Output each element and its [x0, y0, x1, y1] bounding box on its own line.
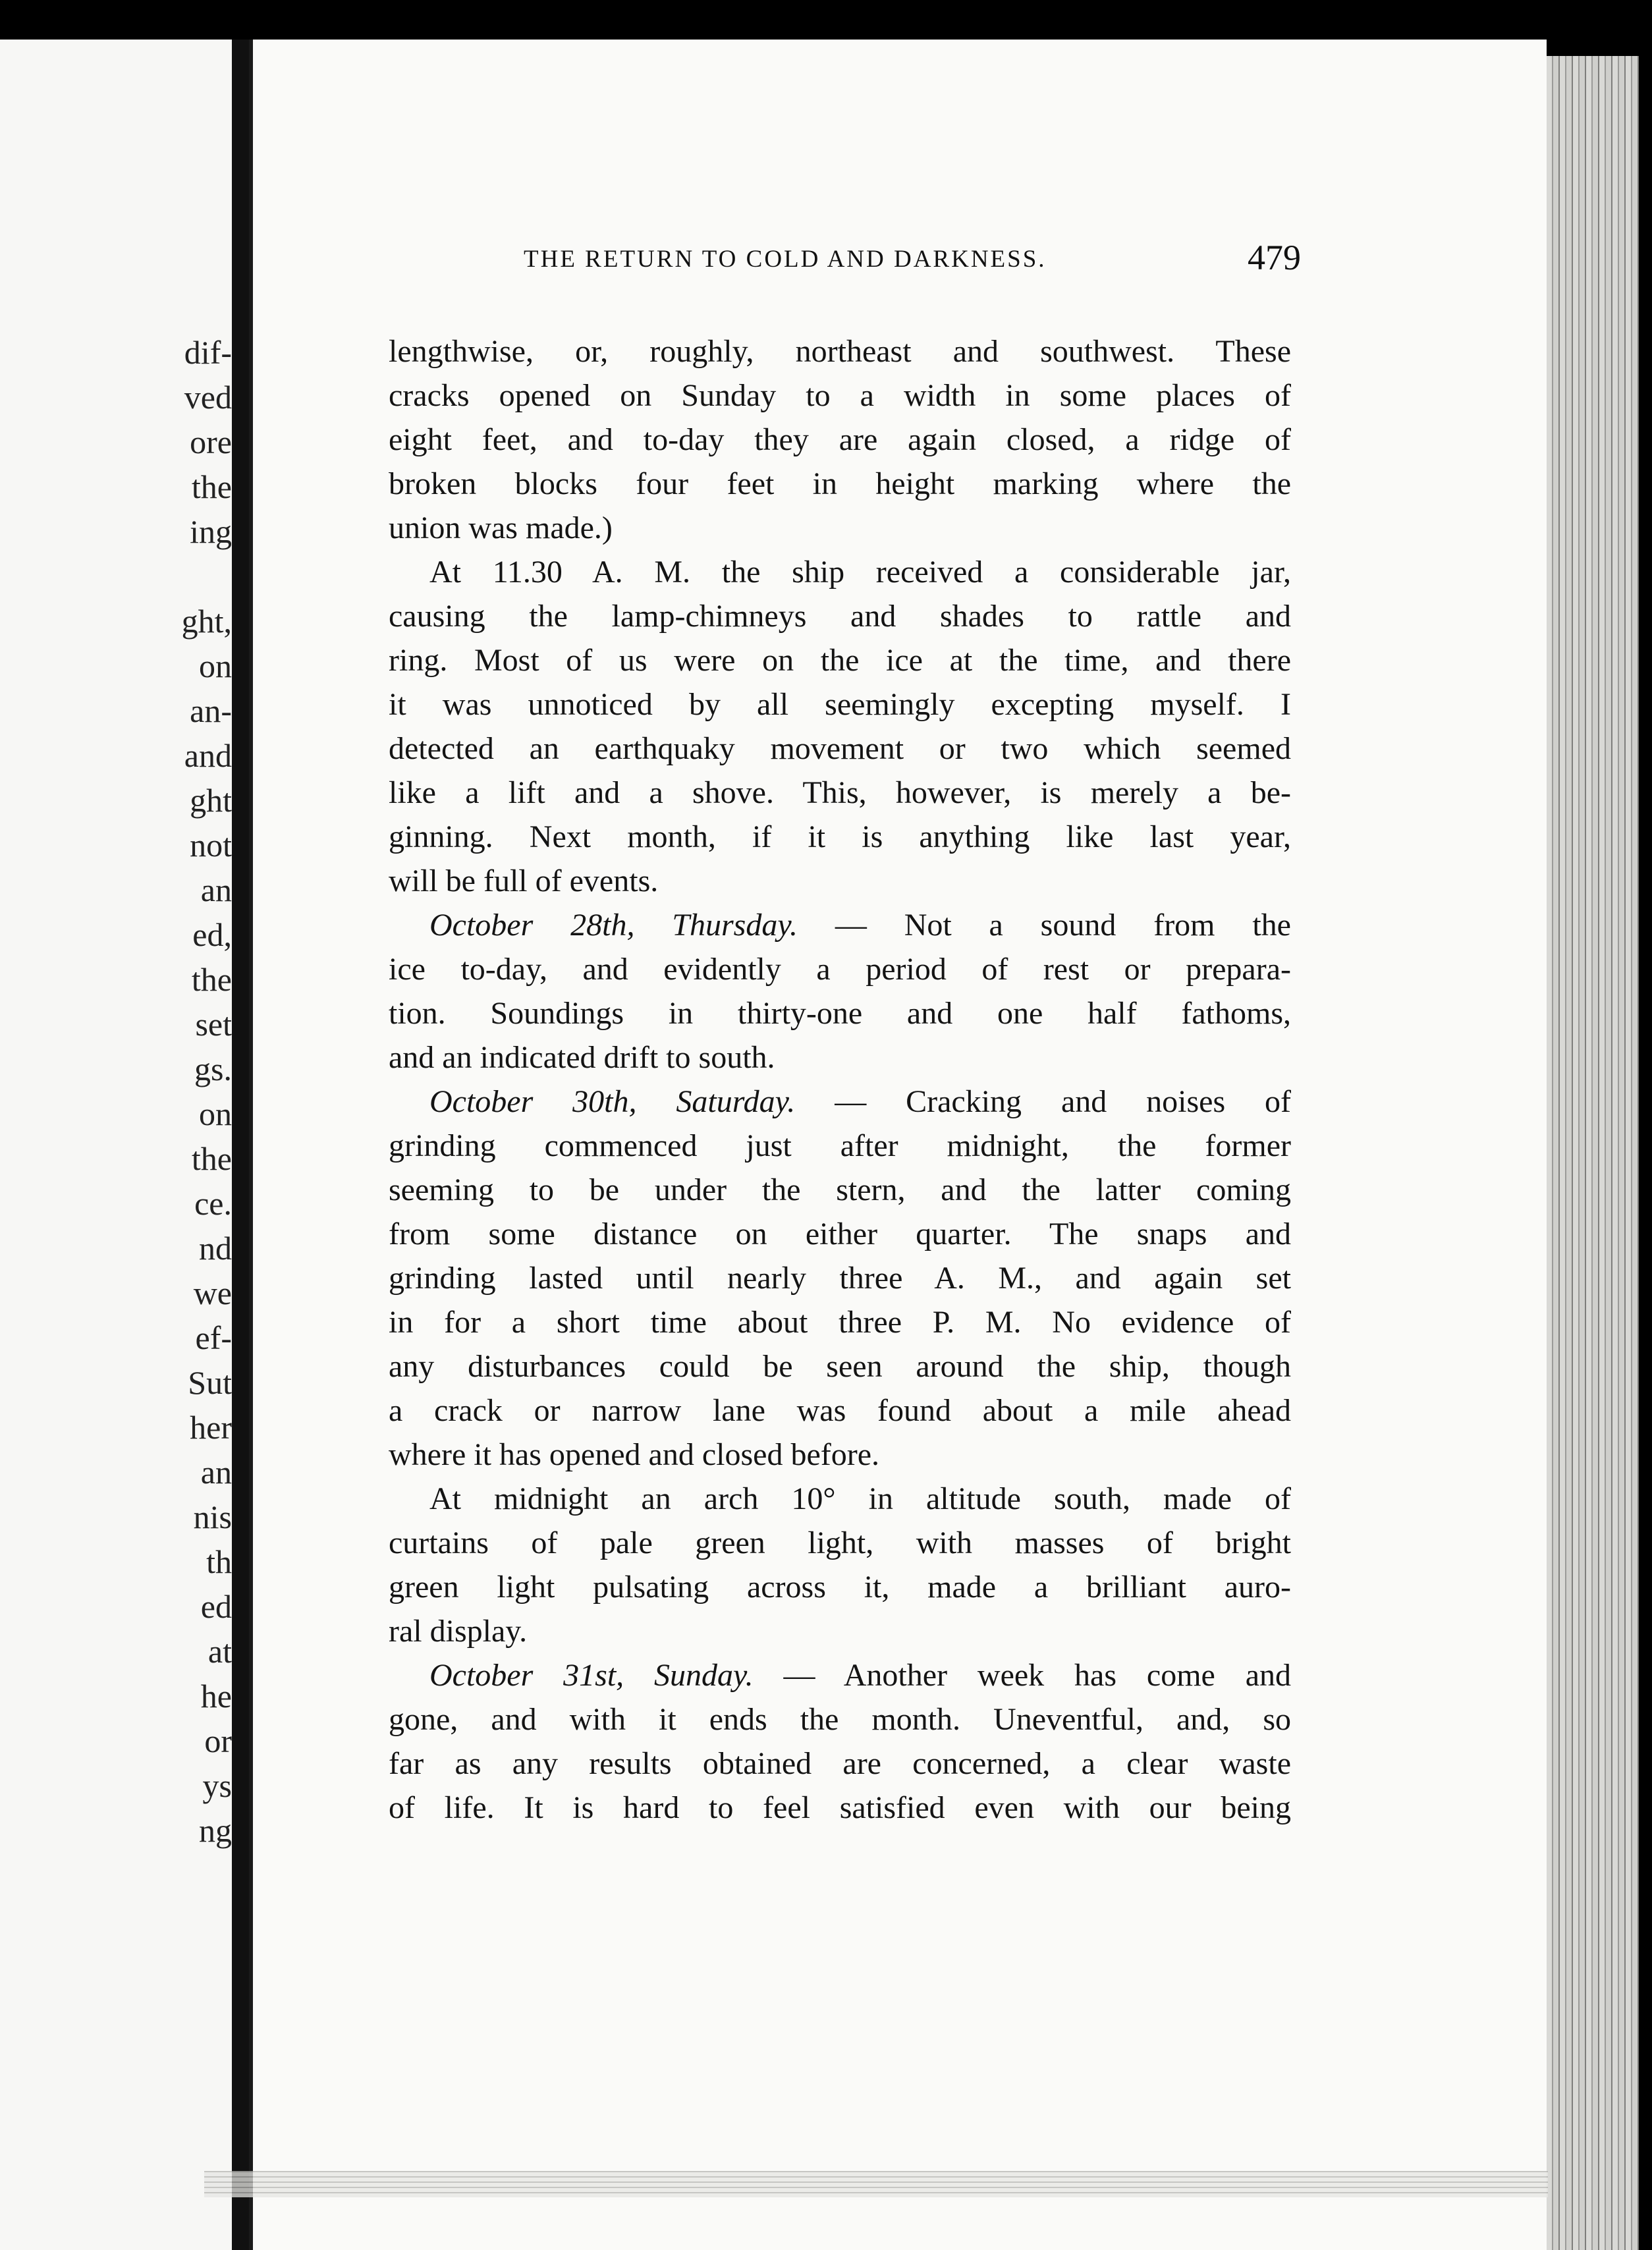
text-line: and an indicated drift to south.: [389, 1040, 775, 1075]
text-line: far as any results obtained are concerned, a clear waste: [389, 1746, 1291, 1781]
text-line: seeming to be under the stern, and the latter coming: [389, 1172, 1291, 1207]
left-page-fragment: an-: [190, 692, 232, 729]
left-page-fragment: at: [207, 1633, 232, 1670]
text-line: of life. It is hard to feel satisfied even with our being: [389, 1790, 1291, 1825]
left-page-fragment: ce.: [194, 1185, 232, 1222]
left-page-fragment: nis: [193, 1498, 232, 1535]
text-line: At midnight an arch 10° in altitude south, made of: [429, 1481, 1291, 1516]
left-page-fragment: nd: [199, 1230, 232, 1267]
left-page-fragment: an: [200, 871, 232, 908]
left-page-fragment: and: [184, 737, 232, 774]
left-page-fragment: the: [191, 468, 232, 505]
left-page-fragment: on: [199, 1095, 232, 1132]
entry-line: [389, 1653, 1291, 1697]
left-page-fragment: ing: [190, 513, 232, 550]
text-line: grinding lasted until nearly three A. M., and again set: [389, 1261, 1291, 1296]
left-page-fragment: ght,: [181, 603, 232, 640]
book-gutter: [232, 40, 249, 2250]
text-line: ral display.: [389, 1614, 528, 1649]
text-line: where it has opened and closed before.: [389, 1437, 880, 1472]
left-page-fragment: not: [190, 827, 232, 864]
text-line: union was made.): [389, 510, 613, 545]
text-line: gone, and with it ends the month. Uneventful, and, so: [389, 1702, 1291, 1737]
left-page-fragment: an: [200, 1454, 232, 1491]
text-line: causing the lamp-chimneys and shades to rattle and: [389, 599, 1291, 634]
left-page-fragment: Sut: [188, 1364, 232, 1401]
text-line: a crack or narrow lane was found about a mile ahead: [389, 1393, 1291, 1428]
text-line: tion. Soundings in thirty-one and one half fathoms,: [389, 996, 1291, 1031]
previous-page-sliver: [0, 40, 232, 2250]
left-page-fragment: ore: [190, 424, 232, 460]
text-line: like a lift and a shove. This, however, is merely a be-: [389, 775, 1291, 810]
text-line: lengthwise, or, roughly, northeast and southwest. These: [389, 334, 1291, 369]
text-line: eight feet, and to-day they are again closed, a ridge of: [389, 422, 1291, 457]
entry-date: October 28th, Thursday.: [429, 908, 798, 943]
left-page-fragment: her: [190, 1409, 232, 1446]
text-line: ginning. Next month, if it is anything like last year,: [389, 819, 1291, 854]
left-page-fragment: dif-: [184, 334, 232, 371]
entry-text: — Cracking and noises of: [835, 1084, 1292, 1119]
text-line: it was unnoticed by all seemingly excepting myself. I: [389, 687, 1291, 722]
left-page-fragment: he: [200, 1678, 232, 1715]
left-page-fragment: ed,: [192, 916, 232, 953]
left-page-fragment: we: [193, 1275, 232, 1311]
text-line: curtains of pale green light, with masses of bright: [389, 1525, 1291, 1560]
text-line: from some distance on either quarter. The snaps and: [389, 1217, 1291, 1251]
page-edges: [1547, 56, 1639, 2250]
entry-date: October 31st, Sunday.: [429, 1658, 754, 1693]
running-head: THE RETURN TO COLD AND DARKNESS.: [524, 246, 1047, 273]
entry-line: [389, 903, 1291, 947]
entry-text: — Not a sound from the: [835, 908, 1291, 943]
left-page-fragment: ef-: [195, 1319, 232, 1356]
text-line: grinding commenced just after midnight, the former: [389, 1128, 1291, 1163]
entry-date: October 30th, Saturday.: [429, 1084, 796, 1119]
page-header: [287, 237, 1301, 283]
left-page-fragment: set: [195, 1006, 232, 1043]
text-line: ring. Most of us were on the ice at the time, and there: [389, 643, 1291, 678]
entry-line: [389, 1080, 1291, 1124]
page-number: 479: [1248, 238, 1301, 277]
text-line: detected an earthquaky movement or two which seemed: [389, 731, 1291, 766]
left-page-fragment: the: [191, 961, 232, 998]
left-page-fragment: ght: [190, 782, 232, 819]
left-page-fragment: on: [199, 647, 232, 684]
left-page-fragment: ved: [184, 379, 232, 416]
text-line: any disturbances could be seen around the ship, though: [389, 1349, 1291, 1384]
bottom-page-edges: [204, 2171, 1548, 2197]
scan-border: [1639, 40, 1652, 2250]
left-page-fragment: ng: [199, 1812, 232, 1849]
body-text: [389, 329, 1291, 1830]
text-line: cracks opened on Sunday to a width in some places of: [389, 378, 1291, 413]
text-line: green light pulsating across it, made a brilliant auro-: [389, 1570, 1291, 1605]
left-page-fragment: gs.: [194, 1051, 232, 1087]
entry-text: — Another week has come and: [783, 1658, 1291, 1693]
text-line: At 11.30 A. M. the ship received a considerable jar,: [429, 555, 1291, 590]
left-page-fragment: ys: [202, 1767, 232, 1804]
left-page-fragment: or: [204, 1722, 232, 1759]
left-page-fragment: th: [206, 1543, 232, 1580]
text-line: ice to-day, and evidently a period of rest or prepara-: [389, 952, 1291, 987]
left-page-fragment: ed: [200, 1588, 232, 1625]
left-page-fragment: the: [191, 1140, 232, 1177]
text-line: will be full of events.: [389, 864, 659, 898]
text-line: in for a short time about three P. M. No evidence of: [389, 1305, 1291, 1340]
text-line: broken blocks four feet in height marking where the: [389, 466, 1291, 501]
